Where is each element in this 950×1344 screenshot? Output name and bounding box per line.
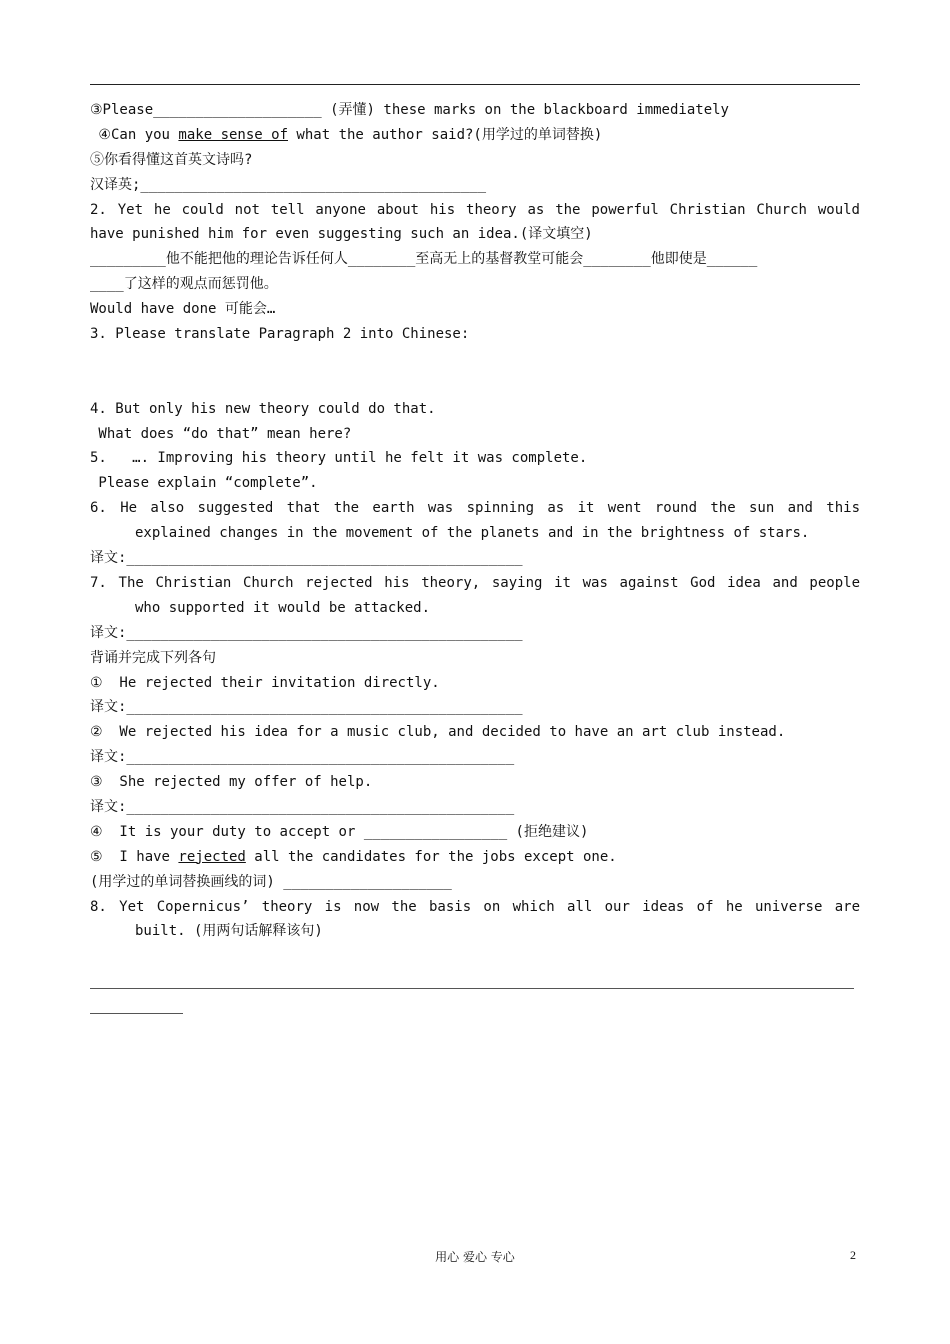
exercise-line: What does “do that” mean here?: [90, 425, 352, 442]
worksheet-body: [90, 98, 860, 944]
footer-motto: 用心 爱心 专心: [435, 1250, 515, 1264]
exercise-line: ③ She rejected my offer of help.: [90, 774, 373, 791]
section-heading: 背诵并完成下列各句: [90, 649, 216, 666]
exercise-line: Please explain “complete”.: [90, 475, 318, 492]
exercise-line: [90, 123, 860, 148]
exercise-line: who supported it would be attacked.: [135, 599, 431, 616]
exercise-line: 2. Yet he could not tell anyone about his theory as the powerful Christian Church would: [90, 201, 860, 218]
exercise-line: ④ It is your duty to accept or _________________ (拒绝建议): [90, 823, 589, 840]
exercise-line: 8. Yet Copernicus’ theory is now the basis on which all our ideas of he universe are: [90, 898, 860, 915]
answer-line: 译文:______________________________________________: [90, 798, 515, 815]
underlined-word: rejected: [178, 848, 246, 865]
exercise-line: 4. But only his new theory could do that.: [90, 400, 436, 417]
answer-line: 汉译英;_________________________________________: [90, 176, 487, 193]
exercise-line: 6. He also suggested that the earth was spinning as it went round the sun and this: [90, 500, 860, 517]
exercise-line: explained changes in the movement of the planets and in the brightness of stars.: [135, 525, 810, 542]
answer-line: 译文:_______________________________________________: [90, 624, 523, 641]
exercise-line: ③Please____________________ (弄懂) these marks on the blackboard immediately: [90, 102, 729, 118]
exercise-line: (用学过的单词替换画线的词) ____________________: [90, 873, 452, 890]
fill-in-line: ____了这样的观点而惩罚他。: [90, 276, 278, 293]
text-segment: all the candidates for the jobs except one.: [245, 848, 617, 865]
exercise-line: built. (用两句话解释该句): [135, 923, 323, 940]
page-number: 2: [850, 1248, 856, 1262]
header-rule: [90, 84, 860, 85]
answer-line: 译文:_______________________________________________: [90, 699, 523, 716]
answer-rule-short: [90, 1013, 183, 1014]
text-segment: ④Can you: [90, 126, 179, 143]
underlined-phrase: make sense of: [178, 126, 288, 143]
note-line: Would have done 可能会…: [90, 301, 276, 318]
answer-line: 译文:_______________________________________________: [90, 550, 523, 567]
text-segment: ⑤ I have: [90, 848, 179, 865]
answer-line: 译文:______________________________________________: [90, 749, 515, 766]
exercise-line: 5. …. Improving his theory until he felt it was complete.: [90, 450, 588, 467]
exercise-line: 3. Please translate Paragraph 2 into Chinese:: [90, 326, 470, 343]
answer-space: [90, 347, 860, 397]
answer-rule: [90, 988, 854, 989]
text-segment: what the author said?(用学过的单词替换): [288, 126, 603, 143]
exercise-line: have punished him for even suggesting such an idea.(译文填空): [90, 226, 593, 243]
exercise-line: ① He rejected their invitation directly.: [90, 674, 440, 691]
exercise-line: ② We rejected his idea for a music club, and decided to have an art club instead.: [90, 724, 786, 741]
exercise-line: 7. The Christian Church rejected his theory, saying it was against God idea and people: [90, 574, 860, 591]
exercise-line: [90, 845, 860, 870]
fill-in-line: _________他不能把他的理论告诉任何人________至高无上的基督教堂可能会________他即使是______: [90, 251, 758, 268]
exercise-line: ⑤你看得懂这首英文诗吗?: [90, 151, 253, 168]
